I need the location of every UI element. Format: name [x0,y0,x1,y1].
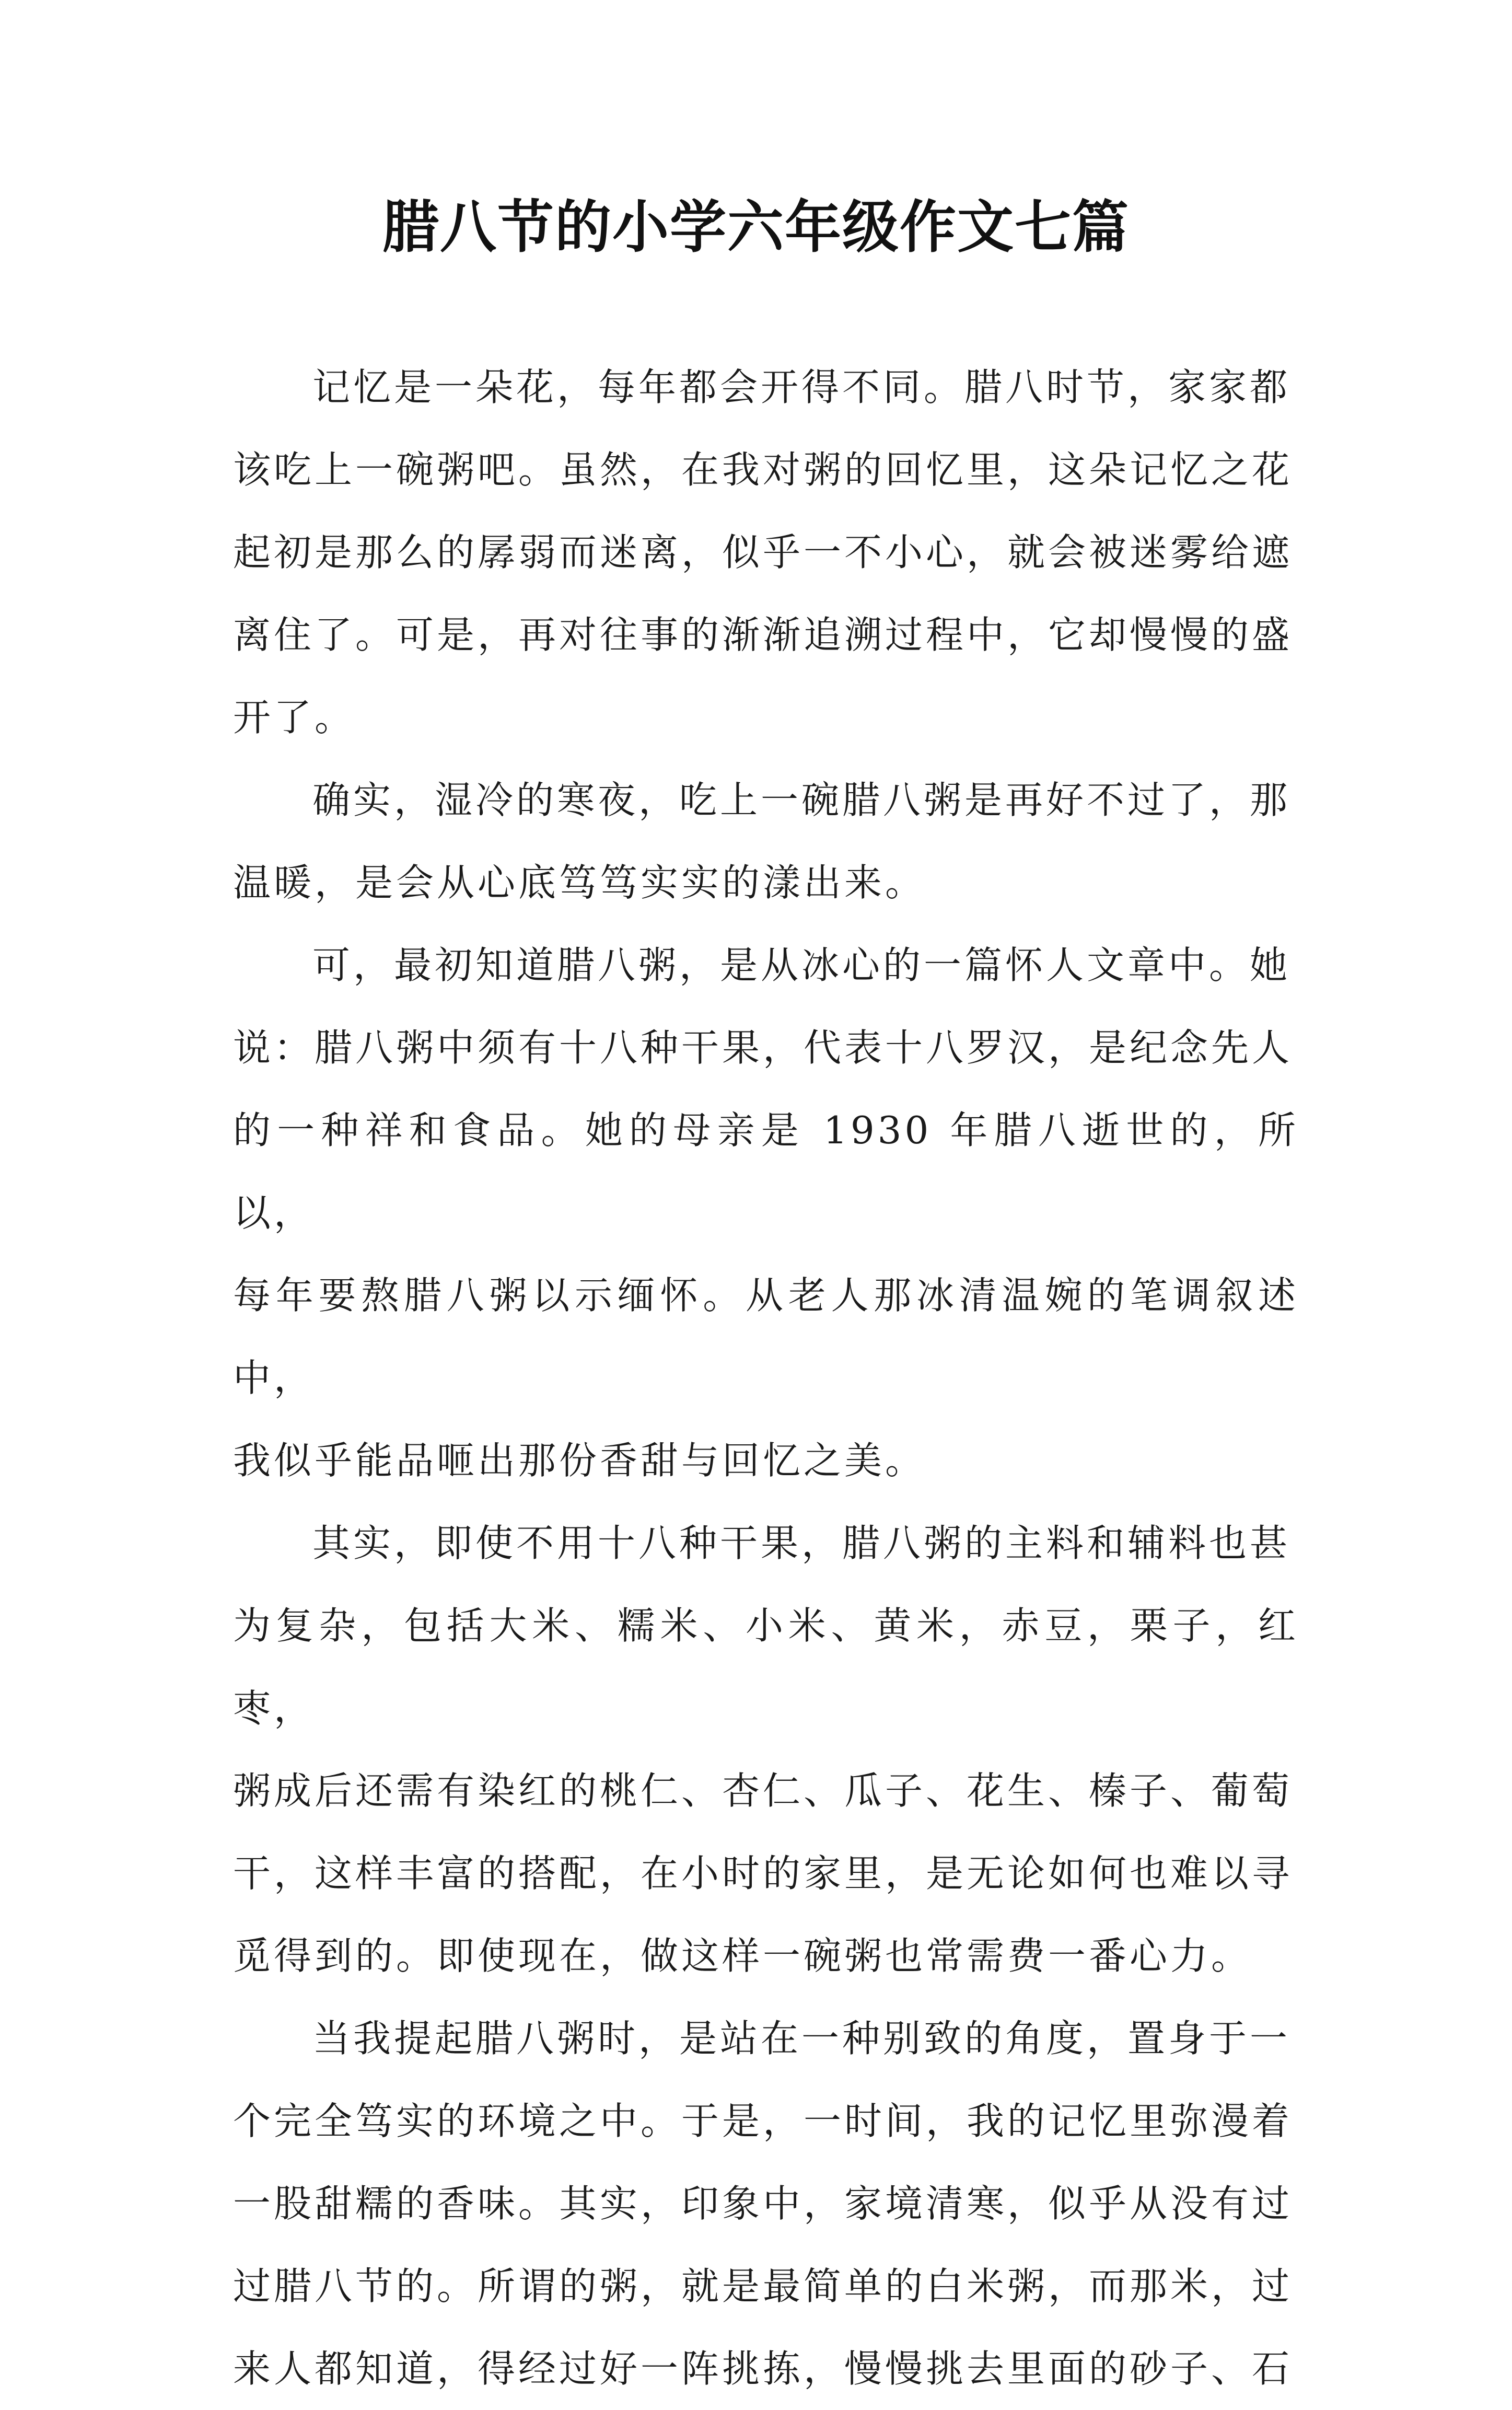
paragraph-1: 记忆是一朵花，每年都会开得不同。腊八时节，家家都 该吃上一碗粥吧。虽然，在我对粥的回忆里，这朵记忆之花 起初是那么的孱弱而迷离，似乎一不小心，就会被迷雾给遮 离住了。可是，再对往事的渐渐追溯过程中，它却慢慢的盛 开了。 [233,365,1293,739]
paragraph-2: 确实，湿冷的寒夜，吃上一碗腊八粥是再好不过了，那 温暖，是会从心底笃笃实实的漾出来。 [233,778,1291,905]
document-body [233,346,1299,2410]
paragraph-3: 可，最初知道腊八粥，是从冰心的一篇怀人文章中。她 说：腊八粥中须有十八种干果，代表十八罗汉，是纪念先人 的一种祥和食品。她的母亲是 1930 年腊八逝世的，所以， 每年要熬腊八粥以示缅怀。从老人那冰清温婉的笔调叙述中， 我似乎能品咂出那份香甜与回忆之美。 [233,943,1299,1482]
document-title: 腊八节的小学六年级作文七篇 [382,194,1130,260]
paragraph-5: 当我提起腊八粥时，是站在一种别致的角度，置身于一 个完全笃实的环境之中。于是，一时间，我的记忆里弥漫着 一股甜糯的香味。其实，印象中，家境清寒，似乎从没有过 过腊八节的。所谓的粥，就是最简单的白米粥，而那米，过 来人都知道，得经过好一阵挑拣，慢慢挑去里面的砂子、石 [233,2017,1293,2391]
paragraph-4: 其实，即使不用十八种干果，腊八粥的主料和辅料也甚 为复杂，包括大米、糯米、小米、黄米，赤豆，栗子，红枣， 粥成后还需有染红的桃仁、杏仁、瓜子、花生、榛子、葡萄 干，这样丰富的搭配，在小时的家里，是无论如何也难以寻 觅得到的。即使现在，做这样一碗粥也常需费一番心力。 [233,1521,1299,1978]
